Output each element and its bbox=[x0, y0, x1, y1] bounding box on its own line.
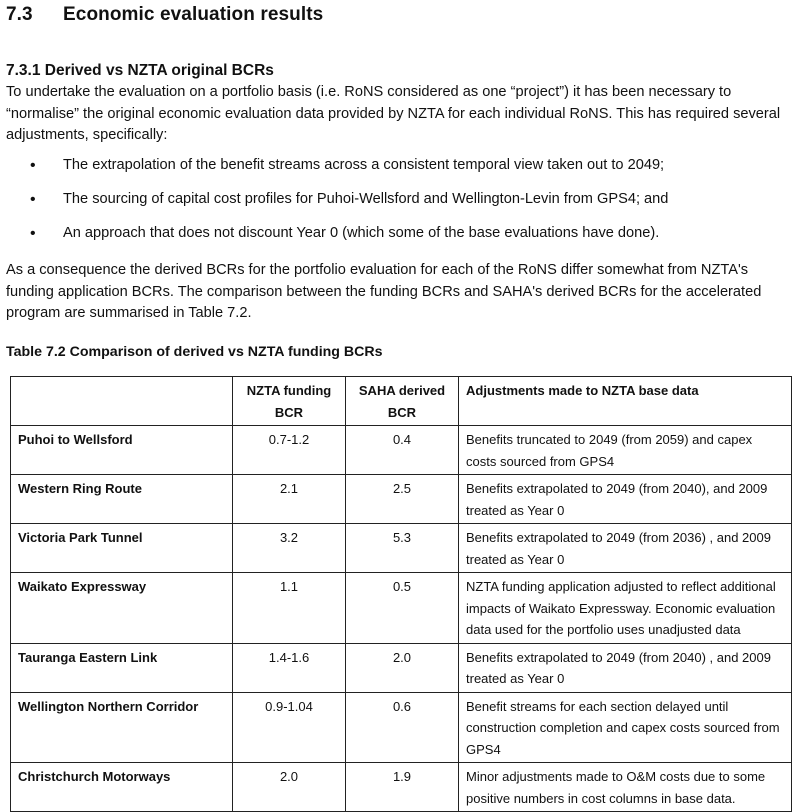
cell-project: Wellington Northern Corridor bbox=[11, 692, 233, 763]
table-header-row bbox=[11, 377, 792, 426]
cell-adjustment: Benefits extrapolated to 2049 (from 2036) , and 2009 treated as Year 0 bbox=[459, 524, 792, 573]
cell-nzta-bcr: 0.7-1.2 bbox=[233, 426, 346, 475]
cell-nzta-bcr: 2.0 bbox=[233, 763, 346, 812]
header-adjustments: Adjustments made to NZTA base data bbox=[459, 377, 792, 426]
cell-adjustment: Benefits extrapolated to 2049 (from 2040) , and 2009 treated as Year 0 bbox=[459, 643, 792, 692]
cell-project: Puhoi to Wellsford bbox=[11, 426, 233, 475]
cell-saha-bcr: 2.5 bbox=[346, 475, 459, 524]
cell-nzta-bcr: 1.1 bbox=[233, 573, 346, 644]
cell-adjustment: Benefits truncated to 2049 (from 2059) and capex costs sourced from GPS4 bbox=[459, 426, 792, 475]
cell-saha-bcr: 0.5 bbox=[346, 573, 459, 644]
table-row bbox=[11, 573, 792, 644]
cell-saha-bcr: 0.6 bbox=[346, 692, 459, 763]
cell-saha-bcr: 2.0 bbox=[346, 643, 459, 692]
cell-saha-bcr: 1.9 bbox=[346, 763, 459, 812]
table-row bbox=[11, 426, 792, 475]
bullet-icon: • bbox=[30, 157, 36, 174]
header-saha-bcr: SAHA derived BCR bbox=[346, 377, 459, 426]
consequence-paragraph: As a consequence the derived BCRs for the portfolio evaluation for each of the RoNS differ somewhat from NZTA's funding application BCRs. The comparison between the funding BCRs and SAHA's derived BCRs for the accelerated program are summarised in Table 7.2. bbox=[6, 262, 762, 321]
cell-adjustment: NZTA funding application adjusted to reflect additional impacts of Waikato Expressway. Economic evaluation data used for the portfolio uses unadjusted data bbox=[459, 573, 792, 644]
cell-nzta-bcr: 0.9-1.04 bbox=[233, 692, 346, 763]
cell-nzta-bcr: 3.2 bbox=[233, 524, 346, 573]
table-row bbox=[11, 524, 792, 573]
cell-project: Victoria Park Tunnel bbox=[11, 524, 233, 573]
cell-saha-bcr: 5.3 bbox=[346, 524, 459, 573]
cell-nzta-bcr: 1.4-1.6 bbox=[233, 643, 346, 692]
cell-saha-bcr: 0.4 bbox=[346, 426, 459, 475]
subsection-heading: 7.3.1 Derived vs NZTA original BCRs bbox=[6, 62, 274, 79]
list-item-text: The sourcing of capital cost profiles for Puhoi-Wellsford and Wellington-Levin from GPS4; and bbox=[63, 191, 669, 207]
bullet-icon: • bbox=[30, 225, 36, 242]
cell-project: Waikato Expressway bbox=[11, 573, 233, 644]
section-title: Economic evaluation results bbox=[63, 4, 324, 25]
table-caption: Table 7.2 Comparison of derived vs NZTA funding BCRs bbox=[6, 344, 383, 360]
table-row bbox=[11, 475, 792, 524]
bcr-comparison-table bbox=[10, 376, 792, 812]
list-item bbox=[6, 223, 796, 257]
cell-project: Tauranga Eastern Link bbox=[11, 643, 233, 692]
cell-project: Christchurch Motorways bbox=[11, 763, 233, 812]
adjustments-list bbox=[6, 155, 796, 257]
intro-paragraph: To undertake the evaluation on a portfolio basis (i.e. RoNS considered as one “project”) it has been necessary to “normalise” the original economic evaluation data provided by NZTA for each individual RoNS. This has required several adjustments, specifically: bbox=[6, 84, 781, 143]
list-item-text: An approach that does not discount Year 0 (which some of the base evaluations have done). bbox=[63, 225, 660, 241]
header-nzta-bcr: NZTA funding BCR bbox=[233, 377, 346, 426]
cell-adjustment: Benefit streams for each section delayed until construction completion and capex costs sourced from GPS4 bbox=[459, 692, 792, 763]
cell-adjustment: Minor adjustments made to O&M costs due to some positive numbers in cost columns in base data. bbox=[459, 763, 792, 812]
list-item bbox=[6, 189, 796, 223]
section-number: 7.3 bbox=[6, 4, 33, 25]
header-project bbox=[11, 377, 233, 426]
list-item bbox=[6, 155, 796, 189]
table-row bbox=[11, 692, 792, 763]
cell-project: Western Ring Route bbox=[11, 475, 233, 524]
table-row bbox=[11, 643, 792, 692]
bullet-icon: • bbox=[30, 191, 36, 208]
section-heading bbox=[6, 4, 323, 26]
table-row bbox=[11, 763, 792, 812]
cell-adjustment: Benefits extrapolated to 2049 (from 2040), and 2009 treated as Year 0 bbox=[459, 475, 792, 524]
cell-nzta-bcr: 2.1 bbox=[233, 475, 346, 524]
list-item-text: The extrapolation of the benefit streams across a consistent temporal view taken out to 2049; bbox=[63, 157, 665, 173]
